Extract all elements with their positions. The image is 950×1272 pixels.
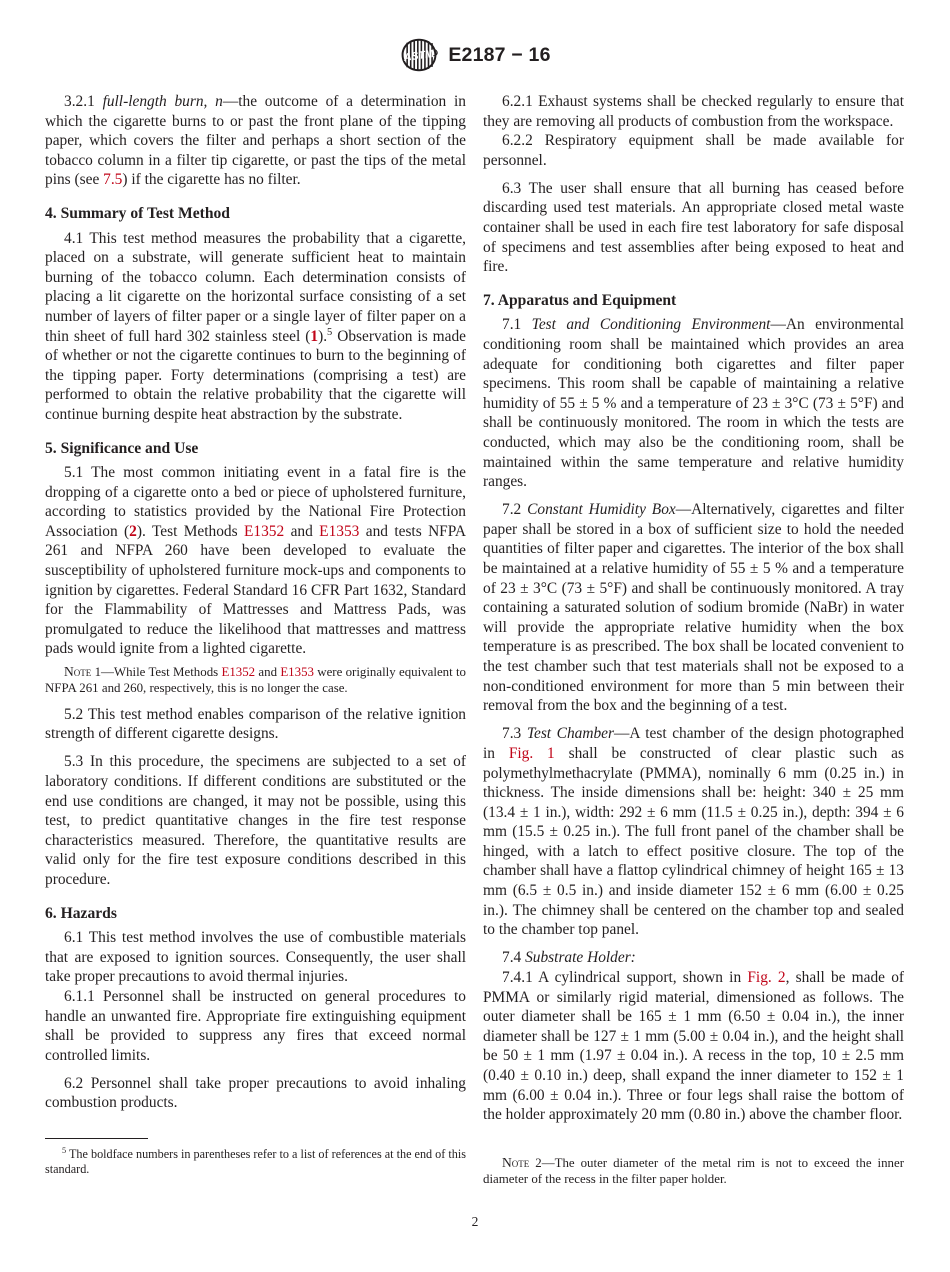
clause-number-7-1: 7.1	[502, 316, 532, 334]
paragraph-7-3	[483, 724, 904, 940]
paragraph-7-4-1-text-a: 7.4.1 A cylindrical support, shown in	[502, 968, 748, 986]
standard-reference-e1352-note[interactable]: E1352	[221, 665, 256, 680]
paragraph-7-4	[483, 948, 904, 968]
note-1-text-a: —While Test Methods	[101, 665, 222, 680]
standard-reference-e1353-note[interactable]: E1353	[280, 665, 314, 680]
clause-number-7-3: 7.3	[502, 725, 527, 743]
paragraph-7-1	[483, 315, 904, 491]
paragraph-4-1	[45, 229, 466, 425]
subsection-title-7-4: Substrate Holder:	[525, 949, 636, 967]
paragraph-3-2-1-text-b: ) if the cigarette has no filter.	[122, 171, 301, 189]
paragraph-6-1: 6.1 This test method involves the use of combustible materials that are exposed to ignition sources. Consequently, the user shall take proper precautions to avoid thermal injuries.	[45, 929, 466, 986]
paragraph-7-3-body-b: shall be constructed of clear plastic such as polymethylmethacrylate (PMMA), nominally 6 mm (0.25 in.) in thickness. The inside dimensions shall be: height: 340 ± 25 mm (13.4 ± 1 in.), width: 292 ± 6 mm (11.5 ± 0.25 in.), depth: 394 ± 6 mm (15.5 ± 0.25 in.). The full front panel of the chamber shall be hinged, with a latch to effect positive closure. The top of the chamber shall have a flattop cylindrical chimney of height 165 ± 13 mm (6.5 ± 0.5 in.) and inside diameter 152 ± 6 mm (6.00 ± 0.25 in.). The chimney shall be centered on the chamber top and sealed to the chamber top panel.	[483, 744, 904, 939]
paragraph-6-1-1: 6.1.1 Personnel shall be instructed on general procedures to handle an unwanted fire. Appropriate fire extinguishing equipment shall be provided to suppress any fires that exceed normal controlled limits.	[45, 987, 466, 1064]
paragraph-3-2-1	[45, 92, 466, 190]
clause-number-3-2-1: 3.2.1	[64, 93, 95, 110]
paragraph-5-1	[45, 463, 466, 659]
note-1-label: Note	[64, 664, 92, 680]
paragraph-7-2	[483, 500, 904, 716]
document-designation: E2187 − 16	[448, 43, 551, 66]
note-1-text-c: were originally equivalent to NFPA 261 and 260, respectively, this is no longer the case.	[45, 665, 467, 695]
standard-reference-e1352[interactable]: E1352	[244, 522, 285, 540]
paragraph-6-3: 6.3 The user shall ensure that all burning has ceased before discarding used test materials. An appropriate closed metal waste container shall be used in each fire test laboratory for safe disposal of specimens and test assemblies after being exposed to heat and fire.	[483, 179, 904, 276]
paragraph-5-1-text-d: and tests NFPA 261 and NFPA 260 have been developed to evaluate the susceptibility of upholstered furniture mock-ups and components to ignition by cigarettes. Federal Standard 16 CFR Part 1632, Standard for the Flammability of Mattresses and Mattress Pads, was promulgated to reduce the likelihood that mattresses and mattress pads would ignite from a lighted cigarette.	[45, 522, 467, 658]
figure-reference-fig-2[interactable]: Fig. 2	[747, 968, 786, 986]
bibliographic-reference-2[interactable]: 2	[129, 522, 137, 540]
paragraph-7-2-body: —Alternatively, cigarettes and filter paper shall be stored in a box of sufficient size to hold the needed quantities of filter paper and cigarettes. The interior of the box shall be maintained at a relative humidity of 55 ± 5 % and a temperature of 23 ± 3°C (73 ± 5°F) and shall be continuously monitored. A tray containing a saturated solution of sodium bromide (NaBr) in water will provide the appropriate relative humidity when the box temperature is as prescribed. The box shall be located convenient to the test chamber such that test materials shall not be exposed to a non-conditioned environment for more than 5 min between their removal from the box and the beginning of a test.	[483, 501, 904, 715]
page-header	[0, 38, 950, 77]
paragraph-7-4-1	[483, 968, 904, 1125]
note-2	[483, 1155, 904, 1187]
heading-section-5: 5. Significance and Use	[45, 439, 199, 457]
defined-term: full-length burn, n	[102, 93, 223, 110]
paragraph-4-1-text-a: 4.1 This test method measures the probability that a cigarette, placed on a substrate, will generate sufficient heat to maintain burning of the tobacco column. Each determination consists of placing a lit cigarette on the horizontal surface consisting of a set number of layers of filter paper or a single layer of filter paper on a thin sheet of full hard 302 stainless steel (	[45, 229, 466, 345]
note-1-text-b: and	[255, 665, 281, 680]
paragraph-4-1-text-b: ).	[318, 327, 328, 345]
note-1-number: 1	[91, 665, 102, 680]
footnote-marker-5[interactable]: 5	[327, 326, 333, 338]
heading-section-4: 4. Summary of Test Method	[45, 204, 230, 222]
paragraph-6-2-2: 6.2.2 Respiratory equipment shall be made available for personnel.	[483, 132, 904, 169]
paragraph-5-1-text-c: and	[284, 522, 320, 540]
left-text-column	[45, 92, 466, 1113]
paragraph-5-3: 5.3 In this procedure, the specimens are subjected to a set of laboratory conditions. If different conditions are substituted or the end use conditions are changed, it may not be possible, using this test, to predict quantitative changes in the fire test response characteristics measured. Therefore, the quantitative results are valid only for the fire test exposure conditions described in this procedure.	[45, 753, 466, 888]
paragraph-7-3-body-a: —A test chamber of the design photographed in	[483, 725, 904, 762]
clause-number-7-2: 7.2	[502, 501, 528, 519]
paragraph-3-2-1-text-a: —the outcome of a determination in which the cigarette burns to or past the front plane of the tipping paper, which covers the filter and perhaps a short section of the tobacco column in a filter tip cigarette, or past the tips of the metal pins (see	[45, 93, 466, 189]
paragraph-6-2: 6.2 Personnel shall take proper precautions to avoid inhaling combustion products.	[45, 1074, 466, 1112]
paragraph-4-1-text-c: Observation is made of whether or not the cigarette continues to burn to the beginning of the tipping paper. Forty determinations (comprising a test) are performed to obtain the relative probability that the cigarette will continue burning despite heat abstraction by the substrate.	[45, 327, 466, 423]
page-number: 2	[471, 1214, 479, 1229]
paragraph-6-2-1: 6.2.1 Exhaust systems shall be checked regularly to ensure that they are removing all products of combustion from the workspace.	[483, 93, 904, 130]
footnote-separator-rule	[45, 1138, 148, 1139]
bibliographic-reference-1[interactable]: 1	[310, 327, 319, 345]
figure-reference-fig-1[interactable]: Fig. 1	[508, 744, 555, 762]
paragraph-7-4-1-text-b: , shall be made of PMMA or similarly rigid material, dimensioned as follows. The outer diameter shall be 165 ± 1 mm (6.50 ± 0.04 in.), the inner diameter shall be 127 ± 1 mm (5.00 ± 0.04 in.), and the height shall be 50 ± 1 mm (1.97 ± 0.04 in.). A recess in the top, 10 ± 2.5 mm (0.40 ± 0.10 in.) deep, shall expand the inner diameter to 152 ± 1 mm (6.00 ± 0.04 in.). Three or four legs shall raise the bottom of the holder approximately 20 mm (0.80 in.) above the chamber floor.	[483, 968, 905, 1124]
note-2-text: —The outer diameter of the metal rim is not to exceed the inner diameter of the recess in the filter paper holder.	[483, 1156, 904, 1186]
paragraph-7-1-body: —An environmental conditioning room shall be maintained which provides an area adequate for conditioning both cigarettes and filter paper specimens. This room shall be capable of maintaining a relative humidity of 55 ± 5 % and a temperature of 23 ± 3°C (73 ± 5°F) and shall be continuously monitored. The room in which the tests are conducted, which may also be the conditioning room, shall be maintained within the same temperature and relative humidity ranges.	[483, 316, 904, 491]
standard-reference-e1353[interactable]: E1353	[319, 522, 360, 540]
subsection-title-7-2: Constant Humidity Box	[527, 501, 676, 519]
note-1	[45, 664, 466, 696]
heading-section-7: 7. Apparatus and Equipment	[483, 291, 677, 309]
footnote-number-5: 5	[62, 1145, 67, 1155]
astm-logo-icon	[399, 38, 439, 72]
footnote-5	[45, 1147, 466, 1176]
right-text-column	[483, 92, 904, 1125]
paragraph-5-2: 5.2 This test method enables comparison of the relative ignition strength of different cigarette designs.	[45, 705, 466, 743]
note-2-label: Note	[502, 1155, 530, 1170]
subsection-title-7-1: Test and Conditioning Environment	[531, 316, 771, 334]
paragraph-5-1-text-a: 5.1 The most common initiating event in a fatal fire is the dropping of a cigarette onto a bed or piece of upholstered furniture, according to statistics provided by the National Fire Protection Association (	[45, 464, 466, 540]
paragraph-5-1-text-b: ). Test Methods	[136, 522, 244, 540]
footnote-block	[45, 1138, 466, 1176]
clause-number-7-4: 7.4	[502, 949, 526, 967]
footnote-5-text: The boldface numbers in parentheses refer to a list of references at the end of this standard.	[45, 1147, 466, 1176]
cross-reference-7-5[interactable]: 7.5	[103, 171, 123, 189]
note-2-number: 2	[529, 1156, 542, 1170]
heading-section-6: 6. Hazards	[45, 904, 117, 922]
subsection-title-7-3: Test Chamber	[526, 725, 614, 743]
svg-text:ASTM: ASTM	[403, 47, 435, 65]
